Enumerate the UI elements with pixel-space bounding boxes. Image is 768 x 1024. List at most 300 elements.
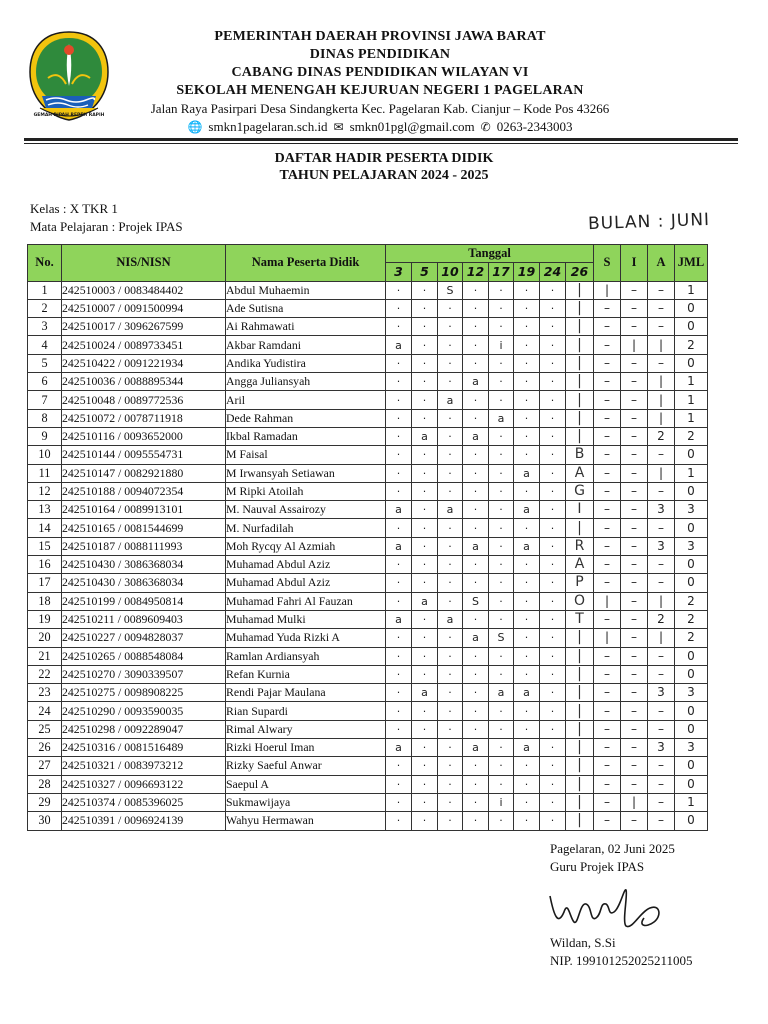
col-a: A [648, 245, 675, 282]
attendance-mark: · [438, 464, 463, 482]
provincial-logo [26, 28, 112, 124]
attendance-mark: · [463, 610, 489, 628]
row-name: Andika Yudistira [226, 354, 386, 372]
attendance-mark: · [540, 647, 566, 665]
table-row [28, 720, 708, 738]
row-number: 14 [28, 519, 62, 537]
absent-count: 3 [648, 684, 675, 702]
table-row [28, 757, 708, 775]
attendance-table [27, 244, 708, 831]
sick-count: | [594, 281, 621, 299]
attendance-mark: · [514, 482, 540, 500]
total-count: 0 [675, 354, 708, 372]
attendance-mark: | [566, 702, 594, 720]
row-number: 7 [28, 391, 62, 409]
attendance-mark: · [514, 720, 540, 738]
row-name: Muhamad Mulki [226, 610, 386, 628]
row-nis: 242510017 / 3096267599 [62, 318, 226, 336]
attendance-mark: a [386, 537, 412, 555]
attendance-mark: · [438, 739, 463, 757]
attendance-mark: · [438, 574, 463, 592]
attendance-mark: · [412, 574, 438, 592]
sick-count: – [594, 610, 621, 628]
attendance-mark: · [489, 757, 514, 775]
permit-count: – [621, 592, 648, 610]
attendance-mark: · [438, 629, 463, 647]
row-nis: 242510199 / 0084950814 [62, 592, 226, 610]
header-rule-thick [24, 138, 738, 141]
attendance-mark: · [386, 793, 412, 811]
attendance-mark: · [438, 482, 463, 500]
attendance-mark: · [540, 775, 566, 793]
sick-count: – [594, 775, 621, 793]
attendance-mark: P [566, 574, 594, 592]
sick-count: – [594, 482, 621, 500]
table-row [28, 446, 708, 464]
attendance-mark: · [386, 281, 412, 299]
table-row [28, 464, 708, 482]
attendance-mark: a [463, 427, 489, 445]
attendance-mark: | [566, 391, 594, 409]
col-s: S [594, 245, 621, 282]
attendance-mark: | [566, 336, 594, 354]
absent-count: – [648, 702, 675, 720]
attendance-mark: · [540, 427, 566, 445]
row-name: Rizki Hoerul Iman [226, 739, 386, 757]
row-number: 4 [28, 336, 62, 354]
attendance-mark: · [540, 446, 566, 464]
sick-count: – [594, 446, 621, 464]
attendance-mark: · [386, 391, 412, 409]
attendance-mark: · [412, 702, 438, 720]
attendance-mark: a [514, 537, 540, 555]
total-count: 1 [675, 793, 708, 811]
table-row [28, 793, 708, 811]
attendance-mark: · [514, 354, 540, 372]
attendance-mark: a [438, 501, 463, 519]
attendance-mark: · [514, 793, 540, 811]
permit-count: – [621, 464, 648, 482]
title-line-2: TAHUN PELAJARAN 2024 - 2025 [279, 168, 489, 183]
total-count: 0 [675, 665, 708, 683]
attendance-mark: · [412, 720, 438, 738]
sick-count: – [594, 647, 621, 665]
attendance-mark: · [489, 812, 514, 830]
attendance-mark: · [438, 354, 463, 372]
attendance-mark: | [566, 720, 594, 738]
sick-count: – [594, 354, 621, 372]
attendance-mark: · [386, 702, 412, 720]
attendance-mark: · [386, 299, 412, 317]
permit-count: – [621, 281, 648, 299]
attendance-mark: | [566, 427, 594, 445]
attendance-mark: · [438, 684, 463, 702]
attendance-mark: · [540, 464, 566, 482]
attendance-mark: · [489, 665, 514, 683]
permit-count: – [621, 702, 648, 720]
permit-count: – [621, 482, 648, 500]
attendance-mark: · [412, 354, 438, 372]
col-i: I [621, 245, 648, 282]
permit-count: – [621, 446, 648, 464]
total-count: 0 [675, 318, 708, 336]
attendance-mark: · [514, 281, 540, 299]
signature-nip: NIP. 199101252025211005 [550, 953, 693, 968]
signature-place-date: Pagelaran, 02 Juni 2025 [550, 841, 675, 856]
attendance-mark: a [412, 427, 438, 445]
attendance-mark: | [566, 354, 594, 372]
permit-count: – [621, 739, 648, 757]
header-email[interactable]: smkn01pgl@gmail.com [349, 119, 475, 134]
attendance-mark: · [540, 574, 566, 592]
row-nis: 242510147 / 0082921880 [62, 464, 226, 482]
header-contact [120, 118, 640, 136]
attendance-mark: | [566, 775, 594, 793]
row-nis: 242510298 / 0092289047 [62, 720, 226, 738]
attendance-mark: a [412, 592, 438, 610]
day-header: 17 [489, 263, 514, 281]
absent-count: – [648, 793, 675, 811]
sick-count: – [594, 757, 621, 775]
attendance-mark: · [514, 592, 540, 610]
svg-text:GEMAH RIPAH REPEH RAPIH: GEMAH RIPAH REPEH RAPIH [33, 113, 105, 118]
attendance-mark: · [540, 409, 566, 427]
row-nis: 242510316 / 0081516489 [62, 739, 226, 757]
sick-count: – [594, 556, 621, 574]
attendance-mark: · [438, 318, 463, 336]
table-row [28, 665, 708, 683]
table-row [28, 812, 708, 830]
row-name: Rendi Pajar Maulana [226, 684, 386, 702]
attendance-mark: · [463, 299, 489, 317]
attendance-mark: · [412, 464, 438, 482]
signature-role: Guru Projek IPAS [550, 859, 645, 874]
row-nis: 242510327 / 0096693122 [62, 775, 226, 793]
attendance-mark: · [412, 647, 438, 665]
row-name: Rizky Saeful Anwar [226, 757, 386, 775]
attendance-mark: · [386, 574, 412, 592]
row-name: Muhamad Abdul Aziz [226, 556, 386, 574]
row-number: 13 [28, 501, 62, 519]
attendance-mark: · [489, 519, 514, 537]
row-nis: 242510227 / 0094828037 [62, 629, 226, 647]
permit-count: – [621, 299, 648, 317]
attendance-mark: a [463, 629, 489, 647]
attendance-rows [28, 281, 708, 830]
absent-count: – [648, 665, 675, 683]
total-count: 0 [675, 556, 708, 574]
attendance-mark: · [489, 354, 514, 372]
permit-count: – [621, 812, 648, 830]
attendance-mark: G [566, 482, 594, 500]
attendance-mark: a [489, 409, 514, 427]
permit-count: – [621, 318, 648, 336]
attendance-mark: · [386, 665, 412, 683]
attendance-mark: · [540, 702, 566, 720]
header-line-1: PEMERINTAH DAERAH PROVINSI JAWA BARAT [214, 29, 546, 44]
attendance-mark: · [412, 665, 438, 683]
row-nis: 242510187 / 0088111993 [62, 537, 226, 555]
row-number: 28 [28, 775, 62, 793]
table-row [28, 647, 708, 665]
attendance-mark: · [540, 391, 566, 409]
attendance-mark: · [489, 702, 514, 720]
attendance-mark: · [386, 409, 412, 427]
attendance-mark: · [386, 373, 412, 391]
attendance-mark: · [386, 427, 412, 445]
row-nis: 242510144 / 0095554731 [62, 446, 226, 464]
attendance-mark: · [489, 482, 514, 500]
attendance-mark: · [438, 793, 463, 811]
sick-count: – [594, 409, 621, 427]
sick-count: – [594, 519, 621, 537]
attendance-mark: · [489, 537, 514, 555]
col-nis: NIS/NISN [62, 245, 226, 282]
attendance-mark: · [386, 556, 412, 574]
attendance-mark: · [386, 757, 412, 775]
attendance-mark: · [463, 574, 489, 592]
absent-count: | [648, 391, 675, 409]
attendance-mark: · [540, 501, 566, 519]
absent-count: – [648, 574, 675, 592]
attendance-mark: · [412, 610, 438, 628]
attendance-mark: · [463, 684, 489, 702]
attendance-mark: | [566, 519, 594, 537]
permit-count: – [621, 574, 648, 592]
row-number: 27 [28, 757, 62, 775]
row-nis: 242510265 / 0088548084 [62, 647, 226, 665]
table-row [28, 318, 708, 336]
sick-count: – [594, 720, 621, 738]
attendance-mark: · [386, 354, 412, 372]
table-row [28, 537, 708, 555]
attendance-mark: | [566, 739, 594, 757]
table-row [28, 373, 708, 391]
signature-name: Wildan, S.Si [550, 935, 616, 950]
absent-count: – [648, 354, 675, 372]
sick-count: – [594, 318, 621, 336]
absent-count: – [648, 482, 675, 500]
total-count: 0 [675, 446, 708, 464]
sick-count: – [594, 336, 621, 354]
row-name: Rian Supardi [226, 702, 386, 720]
row-number: 30 [28, 812, 62, 830]
attendance-mark: · [386, 775, 412, 793]
attendance-mark: a [514, 739, 540, 757]
header-address: Jalan Raya Pasirpari Desa Sindangkerta Kec. Pagelaran Kab. Cianjur – Kode Pos 43266 [150, 101, 610, 116]
row-name: Angga Juliansyah [226, 373, 386, 391]
attendance-mark: | [566, 281, 594, 299]
attendance-mark: · [438, 336, 463, 354]
permit-count: | [621, 336, 648, 354]
absent-count: | [648, 409, 675, 427]
attendance-mark: · [463, 665, 489, 683]
attendance-mark: · [489, 373, 514, 391]
attendance-mark: S [438, 281, 463, 299]
total-count: 2 [675, 336, 708, 354]
row-number: 15 [28, 537, 62, 555]
table-row [28, 519, 708, 537]
total-count: 3 [675, 537, 708, 555]
table-row [28, 391, 708, 409]
attendance-mark: · [438, 519, 463, 537]
attendance-mark: · [489, 574, 514, 592]
attendance-mark: · [463, 647, 489, 665]
attendance-mark: · [412, 775, 438, 793]
attendance-mark: | [566, 665, 594, 683]
attendance-mark: · [412, 812, 438, 830]
table-row [28, 556, 708, 574]
row-name: Abdul Muhaemin [226, 281, 386, 299]
attendance-mark: a [438, 610, 463, 628]
sick-count: – [594, 391, 621, 409]
attendance-mark: · [463, 482, 489, 500]
attendance-mark: · [514, 519, 540, 537]
attendance-mark: A [566, 464, 594, 482]
total-count: 0 [675, 299, 708, 317]
web-icon: 🌐 [187, 120, 203, 134]
row-number: 24 [28, 702, 62, 720]
permit-count: – [621, 720, 648, 738]
attendance-mark: · [463, 336, 489, 354]
attendance-mark: a [386, 739, 412, 757]
attendance-mark: · [514, 702, 540, 720]
row-name: Muhamad Fahri Al Fauzan [226, 592, 386, 610]
absent-count: | [648, 336, 675, 354]
attendance-mark: · [514, 610, 540, 628]
row-name: M. Nauval Assairozy [226, 501, 386, 519]
row-number: 10 [28, 446, 62, 464]
table-row [28, 409, 708, 427]
attendance-mark: | [566, 629, 594, 647]
attendance-mark: · [489, 427, 514, 445]
attendance-mark: · [438, 757, 463, 775]
attendance-mark: | [566, 299, 594, 317]
row-number: 3 [28, 318, 62, 336]
col-jml: JML [675, 245, 708, 282]
attendance-mark: · [463, 354, 489, 372]
attendance-mark: · [386, 446, 412, 464]
attendance-mark: · [438, 720, 463, 738]
attendance-mark: · [438, 537, 463, 555]
attendance-mark: · [540, 720, 566, 738]
absent-count: | [648, 464, 675, 482]
table-row [28, 574, 708, 592]
attendance-mark: a [463, 739, 489, 757]
permit-count: – [621, 775, 648, 793]
permit-count: – [621, 391, 648, 409]
attendance-mark: · [412, 757, 438, 775]
row-number: 21 [28, 647, 62, 665]
attendance-mark: · [489, 556, 514, 574]
attendance-mark: · [438, 592, 463, 610]
table-row [28, 775, 708, 793]
attendance-mark: a [386, 336, 412, 354]
permit-count: – [621, 537, 648, 555]
row-number: 11 [28, 464, 62, 482]
attendance-mark: · [463, 318, 489, 336]
total-count: 3 [675, 739, 708, 757]
absent-count: 3 [648, 537, 675, 555]
absent-count: – [648, 281, 675, 299]
sick-count: – [594, 793, 621, 811]
header-website[interactable]: smkn1pagelaran.sch.id [208, 119, 328, 134]
row-nis: 242510430 / 3086368034 [62, 556, 226, 574]
table-row [28, 592, 708, 610]
attendance-mark: · [514, 775, 540, 793]
attendance-mark: · [386, 647, 412, 665]
attendance-mark: · [514, 299, 540, 317]
attendance-mark: · [463, 775, 489, 793]
attendance-mark: · [412, 556, 438, 574]
attendance-mark: · [489, 647, 514, 665]
header-line-4: SEKOLAH MENENGAH KEJURUAN NEGERI 1 PAGELARAN [176, 83, 584, 98]
attendance-mark: a [463, 537, 489, 555]
total-count: 2 [675, 629, 708, 647]
attendance-mark: a [386, 501, 412, 519]
total-count: 3 [675, 684, 708, 702]
attendance-mark: · [412, 793, 438, 811]
total-count: 0 [675, 482, 708, 500]
permit-count: – [621, 684, 648, 702]
attendance-mark: · [386, 318, 412, 336]
sick-count: – [594, 427, 621, 445]
attendance-mark: A [566, 556, 594, 574]
attendance-mark: · [514, 336, 540, 354]
row-nis: 242510072 / 0078711918 [62, 409, 226, 427]
attendance-mark: | [566, 647, 594, 665]
attendance-mark: · [386, 720, 412, 738]
header-phone: 0263-2343003 [496, 119, 573, 134]
permit-count: | [621, 793, 648, 811]
sick-count: | [594, 592, 621, 610]
subject-label: Mata Pelajaran : Projek IPAS [30, 219, 183, 234]
row-name: Ikbal Ramadan [226, 427, 386, 445]
row-nis: 242510036 / 0088895344 [62, 373, 226, 391]
sick-count: – [594, 702, 621, 720]
total-count: 2 [675, 592, 708, 610]
attendance-mark: · [412, 373, 438, 391]
attendance-mark: · [463, 556, 489, 574]
row-name: M Faisal [226, 446, 386, 464]
day-header: 3 [386, 263, 412, 281]
total-count: 1 [675, 391, 708, 409]
row-name: Ramlan Ardiansyah [226, 647, 386, 665]
attendance-mark: · [438, 702, 463, 720]
attendance-mark: · [489, 318, 514, 336]
title-line-1: DAFTAR HADIR PESERTA DIDIK [274, 151, 494, 166]
permit-count: – [621, 519, 648, 537]
attendance-mark: · [514, 574, 540, 592]
attendance-mark: · [540, 336, 566, 354]
attendance-mark: · [438, 665, 463, 683]
attendance-mark: · [489, 610, 514, 628]
header-line-2: DINAS PENDIDIKAN [309, 47, 451, 62]
attendance-mark: | [566, 757, 594, 775]
sick-count: – [594, 299, 621, 317]
attendance-mark: | [566, 793, 594, 811]
row-nis: 242510321 / 0083973212 [62, 757, 226, 775]
row-name: M. Nurfadilah [226, 519, 386, 537]
attendance-mark: · [489, 501, 514, 519]
row-nis: 242510430 / 3086368034 [62, 574, 226, 592]
class-info [30, 200, 183, 236]
attendance-mark: · [463, 519, 489, 537]
absent-count: – [648, 812, 675, 830]
attendance-mark: · [489, 281, 514, 299]
attendance-mark: · [540, 556, 566, 574]
signature-block [550, 840, 675, 876]
